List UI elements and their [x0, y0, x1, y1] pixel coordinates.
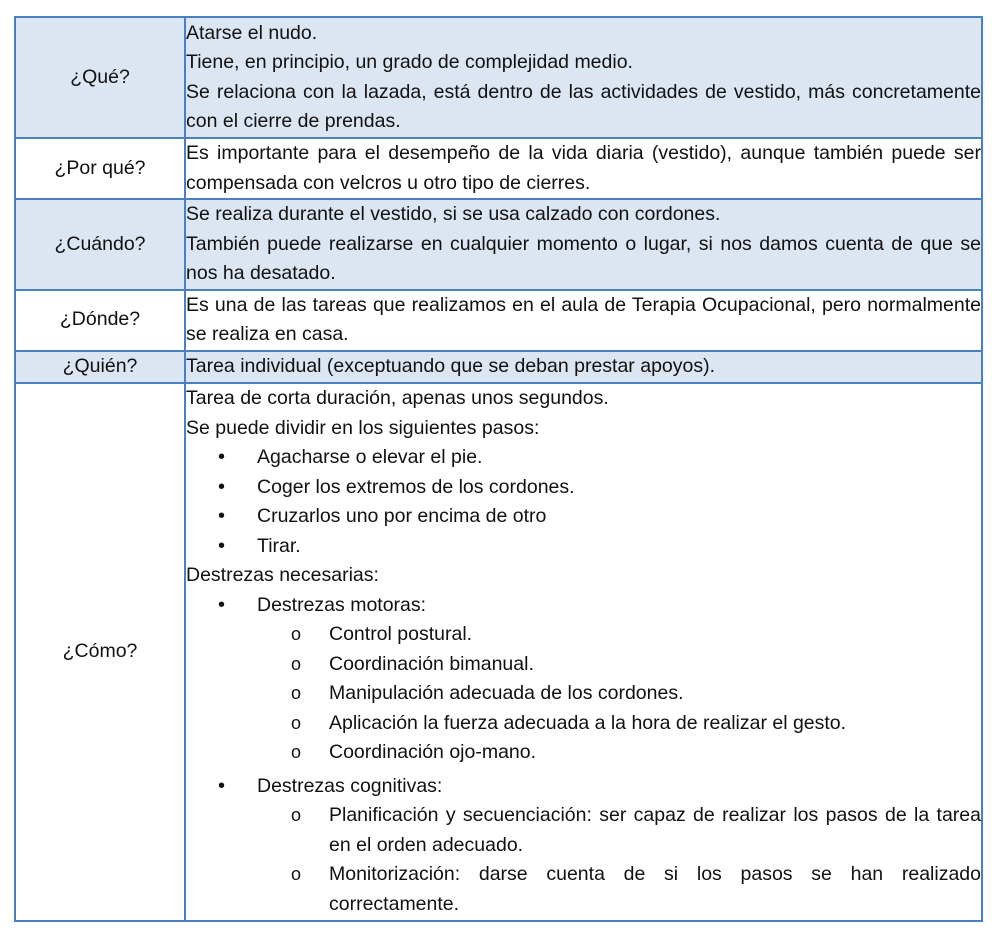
- sub-list-item: o Aplicación la fuerza adecuada a la hora de realizar el gesto.: [257, 709, 981, 739]
- answer-line: Tarea individual (exceptuando que se deban prestar apoyos).: [186, 354, 716, 377]
- answer-line: Es importante para el desempeño de la vida diaria (vestido), aunque también puede ser compensada con velcros u otro tipo de cierres.: [186, 142, 981, 194]
- sub-list: [257, 801, 981, 919]
- skill-group-label: • Destrezas motoras:: [257, 593, 427, 616]
- list-item: • Coger los extremos de los cordones.: [186, 473, 981, 503]
- sub-list-item: o Coordinación ojo-mano.: [257, 738, 981, 768]
- steps-list: [186, 443, 981, 561]
- skill-group-cognitive: [186, 772, 981, 920]
- sub-list-item: o Manipulación adecuada de los cordones.: [257, 679, 981, 709]
- answer-line: Se relaciona con la lazada, está dentro de las actividades de vestido, más concretamente con el cierre de prendas.: [186, 80, 981, 132]
- question-cell: ¿Dónde?: [15, 290, 185, 351]
- list-item: • Tirar.: [186, 532, 981, 562]
- question-cell: ¿Quién?: [15, 351, 185, 383]
- question-cell: ¿Cuándo?: [15, 199, 185, 290]
- question-cell: ¿Cómo?: [15, 383, 185, 921]
- table-row-como: [15, 383, 982, 921]
- sub-list-item: o Monitorización: darse cuenta de si los pasos se han realizado correctamente.: [257, 860, 981, 919]
- answer-line: Se puede dividir en los siguientes pasos:: [186, 416, 540, 439]
- sub-list-item: o Planificación y secuenciación: ser capaz de realizar los pasos de la tarea en el orden adecuado.: [257, 801, 981, 860]
- answer-cell: [185, 138, 982, 199]
- answer-line: Se realiza durante el vestido, si se usa calzado con cordones.: [186, 203, 721, 225]
- answer-cell: [185, 17, 982, 138]
- skills-list: [186, 591, 981, 920]
- table-row-cuando: [15, 199, 982, 290]
- answer-line: Atarse el nudo.: [186, 21, 318, 44]
- list-item: • Agacharse o elevar el pie.: [186, 443, 981, 473]
- task-analysis-table: [14, 16, 983, 922]
- table-row-donde: [15, 290, 982, 351]
- answer-line: También puede realizarse en cualquier momento o lugar, si nos damos cuenta de que se nos ha desatado.: [186, 232, 981, 284]
- answer-cell: [185, 351, 982, 383]
- table-row-por-que: [15, 138, 982, 199]
- answer-cell: [185, 383, 982, 921]
- skill-group-label: • Destrezas cognitivas:: [257, 774, 443, 797]
- answer-cell: [185, 290, 982, 351]
- skills-heading: Destrezas necesarias:: [186, 564, 379, 586]
- answer-cell: [185, 199, 982, 290]
- answer-line: Tiene, en principio, un grado de complejidad medio.: [186, 51, 633, 73]
- sub-list: [257, 620, 981, 768]
- skill-group-motor: [186, 591, 981, 772]
- question-cell: ¿Qué?: [15, 17, 185, 138]
- answer-line: Tarea de corta duración, apenas unos segundos.: [186, 387, 609, 409]
- question-cell: ¿Por qué?: [15, 138, 185, 199]
- list-item: • Cruzarlos uno por encima de otro: [186, 502, 981, 532]
- sub-list-item: o Coordinación bimanual.: [257, 650, 981, 680]
- sub-list-item: o Control postural.: [257, 620, 981, 650]
- table-row-que: [15, 17, 982, 138]
- table-row-quien: [15, 351, 982, 383]
- answer-line: Es una de las tareas que realizamos en el aula de Terapia Ocupacional, pero normalmente se realiza en casa.: [186, 293, 981, 345]
